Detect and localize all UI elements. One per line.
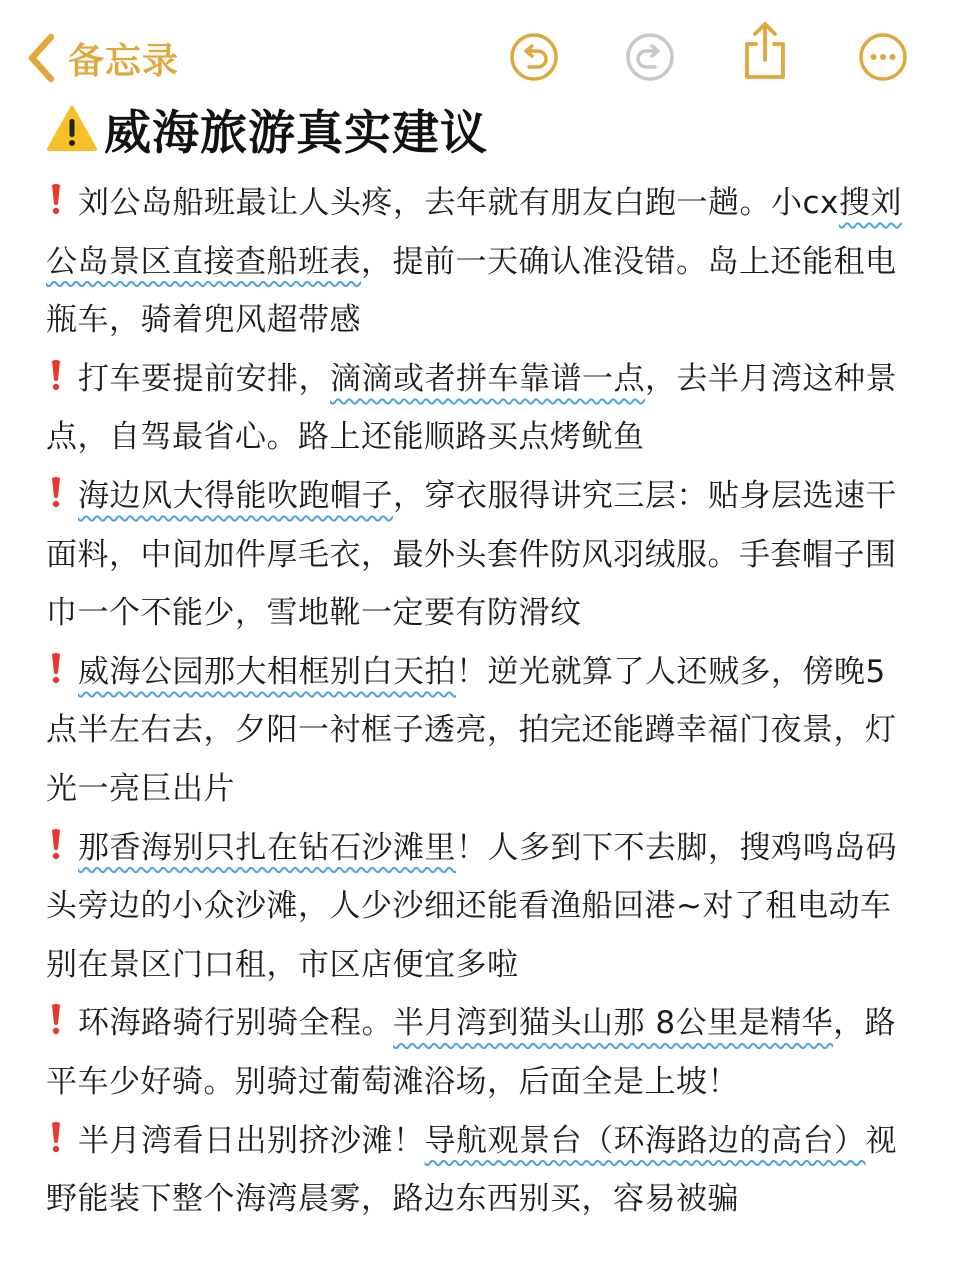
share-button[interactable]: [739, 20, 791, 82]
exclamation-icon: [46, 1120, 66, 1154]
share-icon: [739, 20, 791, 82]
exclamation-icon: [46, 358, 66, 392]
exclamation-icon: [46, 475, 66, 509]
paragraph-text: 视野能装下整个海湾晨雾，路边东西别买，容易被骗: [46, 1122, 897, 1218]
highlighted-text: 威海公园那大相框别白天拍: [78, 653, 456, 690]
note-paragraph: [46, 1112, 912, 1229]
more-button[interactable]: [858, 32, 908, 82]
chevron-left-icon: [26, 33, 56, 83]
undo-icon: [509, 32, 559, 82]
paragraph-text: ！人多到下不去脚，搜鸡鸣岛码头旁边的小众沙滩，人少沙细还能看渔船回港~对了租电动车别在景区门口租，市区店便宜多啦: [46, 829, 897, 983]
back-label: 备忘录: [68, 40, 180, 82]
note-paragraph: [46, 174, 912, 350]
warning-icon: [46, 105, 98, 153]
undo-button[interactable]: [509, 32, 559, 82]
exclamation-icon: [46, 1002, 66, 1036]
navigation-bar: [0, 0, 958, 100]
highlighted-text: 滴滴或者拼车靠谱一点: [330, 360, 645, 397]
paragraph-text: 环海路骑行别骑全程。: [78, 1005, 393, 1042]
paragraph-text: ，提前一天确认准没错。岛上还能租电瓶车，骑着兜风超带感: [46, 243, 897, 339]
paragraph-text: 半月湾看日出别挤沙滩！: [78, 1122, 425, 1159]
highlighted-text: 半月湾到猫头山那 8公里是精华: [393, 1005, 834, 1042]
highlighted-text: 搜刘公岛景区直接查船班表: [46, 185, 902, 280]
highlighted-text: 那香海别只扎在钻石沙滩里: [78, 829, 456, 866]
note-title-text: 威海旅游真实建议: [104, 105, 488, 161]
exclamation-icon: [46, 827, 66, 861]
paragraph-text: 打车要提前安排，: [78, 360, 330, 397]
highlighted-text: 海边风大得能吹跑帽子: [78, 477, 393, 514]
more-icon: [858, 32, 908, 82]
note-title: [46, 98, 488, 160]
exclamation-icon: [46, 651, 66, 685]
paragraph-text: 刘公岛船班最让人头疼，去年就有朋友白跑一趟。小cx: [78, 185, 839, 221]
paragraph-text: ，路平车少好骑。别骑过葡萄滩浴场，后面全是上坡！: [46, 1005, 897, 1100]
paragraph-text: ，去半月湾这种景点，自驾最省心。路上还能顺路买点烤鱿鱼: [46, 360, 897, 456]
back-button[interactable]: [26, 30, 179, 86]
paragraph-text: ！逆光就算了人还贼多，傍晚5点半左右去，夕阳一衬框子透亮，拍完还能蹲幸福门夜景，灯光一亮巨出片: [46, 653, 897, 807]
paragraph-text: ，穿衣服得讲究三层：贴身层选速干面料，中间加件厚毛衣，最外头套件防风羽绒服。手套帽子围巾一个不能少，雪地靴一定要有防滑纹: [46, 477, 897, 632]
note-paragraph: [46, 819, 912, 995]
note-body[interactable]: [46, 174, 912, 1229]
redo-icon: [625, 32, 675, 82]
note-paragraph: [46, 994, 912, 1111]
note-paragraph: [46, 467, 912, 643]
exclamation-icon: [46, 182, 66, 216]
highlighted-text: 导航观景台（环海路边的高台）: [424, 1122, 866, 1159]
note-paragraph: [46, 350, 912, 467]
redo-button[interactable]: [625, 32, 675, 82]
note-paragraph: [46, 643, 912, 819]
